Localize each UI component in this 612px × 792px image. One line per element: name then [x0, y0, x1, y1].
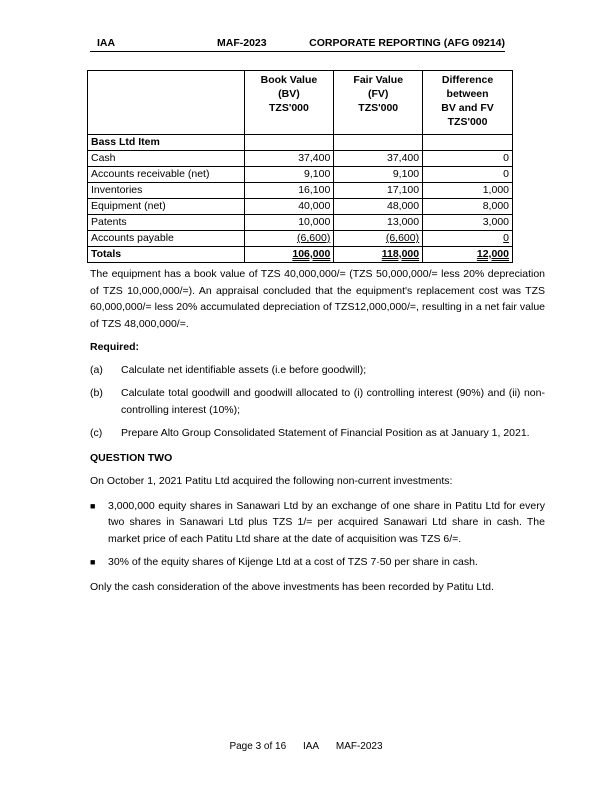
- header-empty-cell: [88, 71, 245, 135]
- row-difference: 8,000: [423, 199, 513, 215]
- row-book-value: 16,100: [244, 183, 334, 199]
- row-fair-value: 17,100: [334, 183, 423, 199]
- requirement-text: Calculate net identifiable assets (i.e before goodwill);: [121, 363, 367, 376]
- requirement-item: [90, 362, 545, 379]
- totals-fair-value: 118,000: [334, 247, 423, 263]
- question-intro: On October 1, 2021 Patitu Ltd acquired the following non-current investments:: [90, 475, 453, 487]
- page-header: [90, 37, 505, 52]
- list-item: [90, 498, 545, 548]
- list-item-text: 30% of the equity shares of Kijenge Ltd at a cost of TZS 7·50 per share in cash.: [108, 556, 478, 568]
- column-header-fair-value: Fair Value (FV) TZS'000: [334, 71, 423, 135]
- table-row: [88, 231, 513, 247]
- row-fair-value: 48,000: [334, 199, 423, 215]
- row-difference: 0: [423, 231, 513, 247]
- table-row: [88, 199, 513, 215]
- table-section-row: [88, 135, 513, 151]
- table-row: [88, 151, 513, 167]
- totals-difference: 12,000: [423, 247, 513, 263]
- row-fair-value: (6,600): [334, 231, 423, 247]
- header-exam-code: MAF-2023: [217, 37, 267, 49]
- question-heading: QUESTION TWO: [90, 451, 173, 464]
- requirement-label: (a): [90, 363, 103, 376]
- row-difference: 1,000: [423, 183, 513, 199]
- requirement-text: Calculate total goodwill and goodwill allocated to (i) controlling interest (90%) and (ii) non-controlling interest (10%);: [121, 387, 545, 416]
- row-item: Inventories: [88, 183, 245, 199]
- footer-institution: IAA: [302, 741, 320, 752]
- column-header-book-value: Book Value (BV) TZS'000: [244, 71, 334, 135]
- totals-book-value: 106,000: [244, 247, 334, 263]
- row-book-value: 40,000: [244, 199, 334, 215]
- page-footer: [0, 741, 612, 752]
- column-header-difference: Difference between BV and FV TZS'000: [423, 71, 513, 135]
- table-row: [88, 167, 513, 183]
- totals-label: Totals: [88, 247, 245, 263]
- closing-paragraph: Only the cash consideration of the above investments has been recorded by Patitu Ltd.: [90, 580, 494, 593]
- row-item: Accounts receivable (net): [88, 167, 245, 183]
- row-book-value: (6,600): [244, 231, 334, 247]
- row-fair-value: 9,100: [334, 167, 423, 183]
- row-difference: 3,000: [423, 215, 513, 231]
- equipment-paragraph: The equipment has a book value of TZS 40,000,000/= (TZS 50,000,000/= less 20% depreciation of TZS 10,000,000/=). An appraisal concluded that the equipment's replacement cost was TZS 60,000,000/= less 20% accumulated depreciation of TZS12,000,000/=, resulting in a net fair value of TZS 48,000,000/=.: [90, 268, 545, 330]
- table-row: [88, 215, 513, 231]
- page-number: Page 3 of 16: [229, 741, 287, 752]
- row-item: Accounts payable: [88, 231, 245, 247]
- row-book-value: 9,100: [244, 167, 334, 183]
- row-item: Cash: [88, 151, 245, 167]
- section-label: Bass Ltd Item: [88, 135, 245, 151]
- requirement-item: [90, 425, 545, 442]
- row-item: Patents: [88, 215, 245, 231]
- row-fair-value: 13,000: [334, 215, 423, 231]
- table-header-row: [88, 71, 513, 135]
- bullet-icon: ■: [90, 500, 96, 511]
- list-item-text: 3,000,000 equity shares in Sanawari Ltd by an exchange of one share in Patitu Ltd for every two shares in Sanawari Ltd plus TZS 1/= per acquired Sanawari Ltd share in cash. The market price of each Patitu Ltd share at the date of acquisition was TZS 6/=.: [108, 499, 545, 545]
- footer-exam-code: MAF-2023: [335, 741, 383, 752]
- main-content: [90, 266, 545, 595]
- row-difference: 0: [423, 151, 513, 167]
- header-course-title: CORPORATE REPORTING (AFG 09214): [309, 37, 505, 49]
- header-institution: IAA: [97, 37, 116, 49]
- row-difference: 0: [423, 167, 513, 183]
- requirement-text: Prepare Alto Group Consolidated Statement of Financial Position as at January 1, 2021.: [121, 427, 530, 439]
- row-item: Equipment (net): [88, 199, 245, 215]
- requirement-item: [90, 385, 545, 418]
- table-totals-row: [88, 247, 513, 263]
- table-row: [88, 183, 513, 199]
- row-book-value: 37,400: [244, 151, 334, 167]
- required-heading: Required:: [90, 341, 140, 353]
- requirement-label: (b): [90, 387, 103, 399]
- fair-value-table: [87, 70, 513, 263]
- list-item: [90, 554, 545, 571]
- row-fair-value: 37,400: [334, 151, 423, 167]
- requirement-label: (c): [90, 427, 103, 439]
- bullet-icon: ■: [90, 557, 96, 567]
- row-book-value: 10,000: [244, 215, 334, 231]
